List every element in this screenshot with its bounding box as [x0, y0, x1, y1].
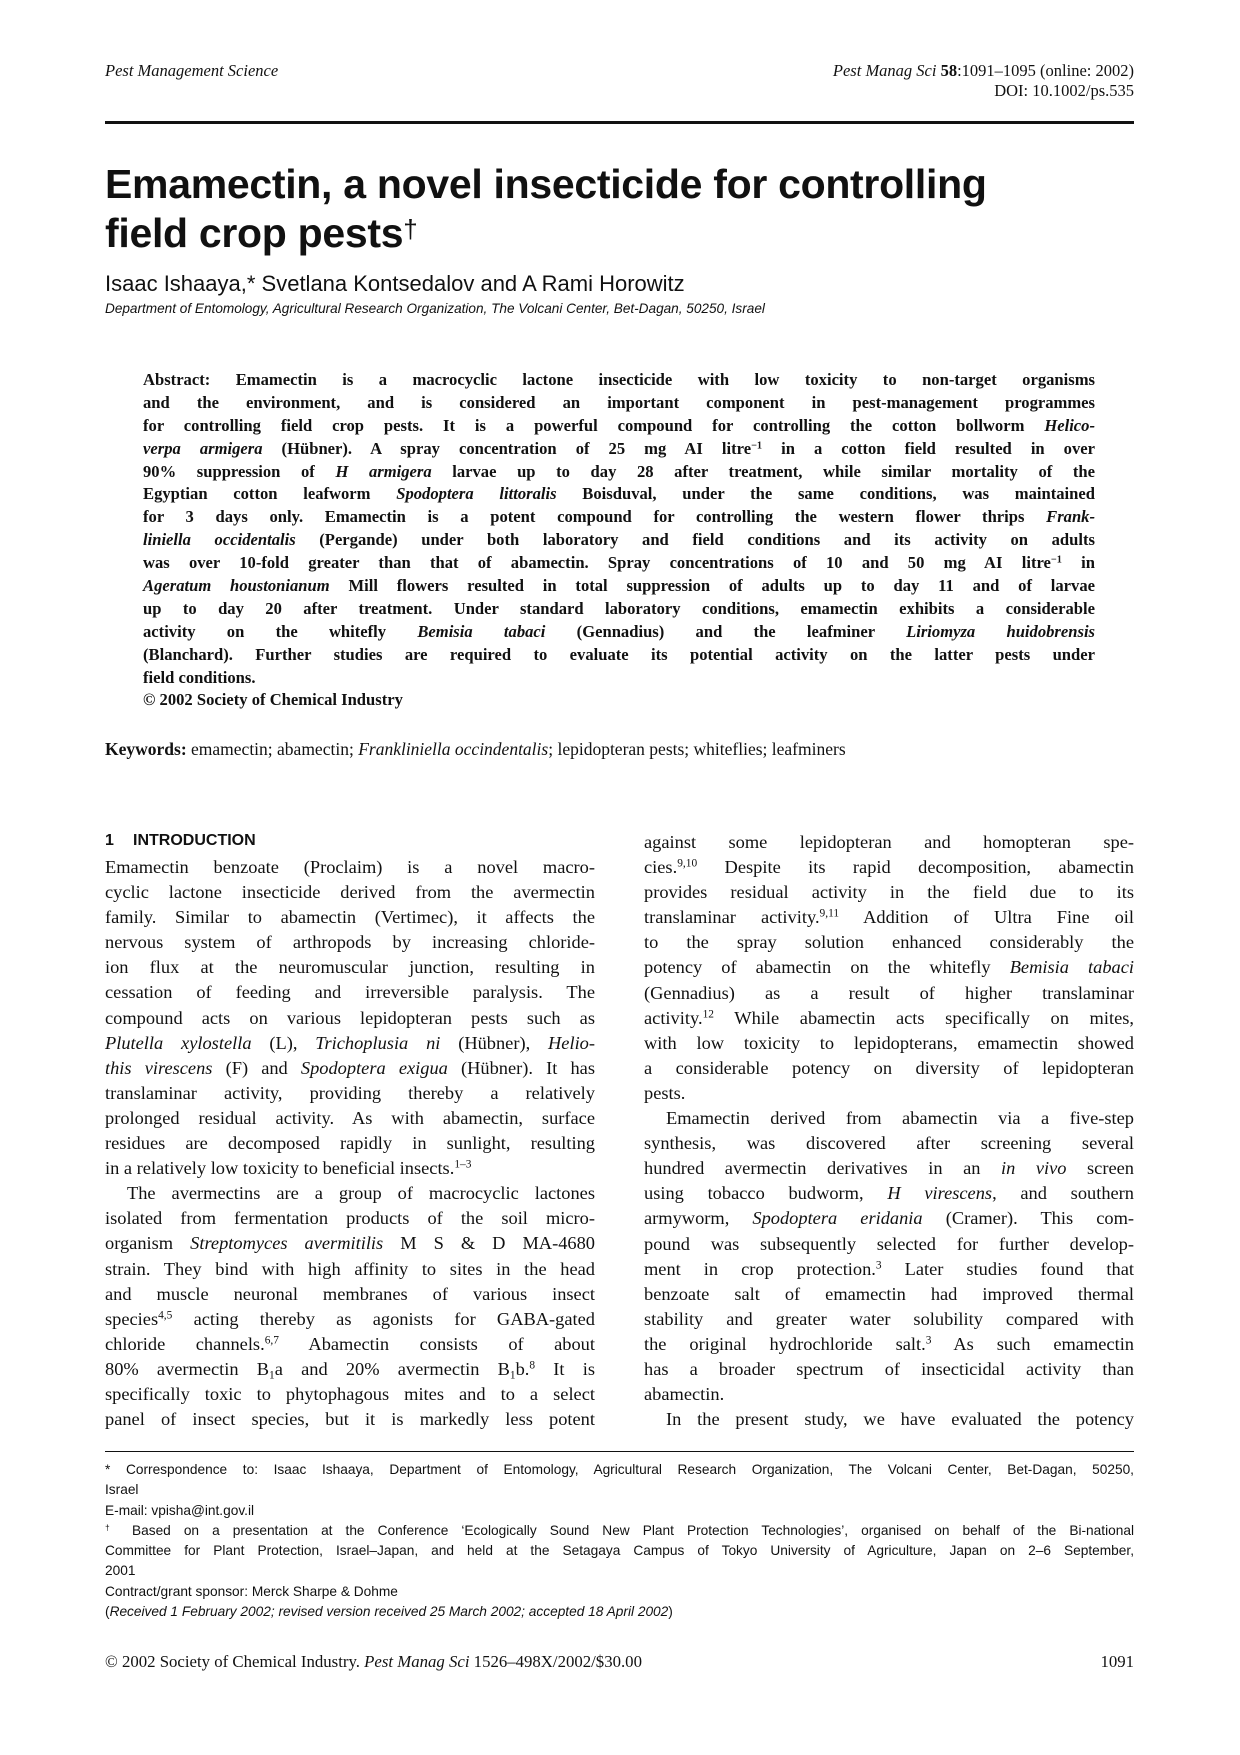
text-line	[105, 1206, 595, 1231]
text-run: strain. They bind with high affinity to sites in the head	[105, 1258, 595, 1279]
text-line	[644, 1031, 1134, 1056]
text-run: Based on a presentation at the Conference ‘Ecologically Sound New Plant Protection Technologies’, organised on behalf of the Bi-national	[118, 1522, 1135, 1538]
text-line	[105, 855, 595, 880]
text-run: It is	[535, 1358, 595, 1379]
text-line	[644, 1131, 1134, 1156]
text-run: While abamectin acts specifically on mites,	[713, 1007, 1134, 1028]
text-run: panel of insect species, but it is markedly less potent	[105, 1409, 595, 1430]
text-run: Mill flowers resulted in total suppression of adults up to day 11 and of larvae	[329, 576, 1096, 596]
text-line	[105, 1501, 1134, 1521]
text-line	[644, 880, 1134, 905]
text-run: Contract/grant sponsor: Merck Sharpe & Dohme	[105, 1583, 398, 1599]
text-run: and muscle neuronal membranes of various insect	[105, 1283, 595, 1304]
paragraph	[105, 1501, 1134, 1521]
text-run: to the spray solution enhanced considerably the	[644, 932, 1134, 953]
text-line	[105, 1081, 595, 1106]
text-run: stability and greater water solubility compared with	[644, 1308, 1134, 1329]
text-line	[644, 1282, 1134, 1307]
text-run: pound was subsequently selected for further develop-	[644, 1233, 1134, 1254]
text-run: cyclic lactone insecticide derived from the avermectin	[105, 882, 595, 903]
italic-run: Spodoptera exigua	[300, 1057, 448, 1078]
text-run: Emamectin benzoate (Proclaim) is a novel macro-	[105, 857, 595, 877]
text-run: translaminar activity, providing thereby a relatively	[105, 1082, 595, 1103]
text-run: benzoate salt of emamectin had improved thermal	[644, 1283, 1134, 1304]
superscript: 6,7	[264, 1334, 279, 1347]
italic-run: Helio-	[548, 1032, 595, 1053]
text-run: in	[1061, 553, 1095, 573]
footer-issn: 1526–498X/2002/$30.00	[469, 1652, 642, 1671]
paragraph	[644, 1407, 1134, 1432]
text-line	[105, 905, 595, 930]
footnote-rule	[105, 1451, 1134, 1452]
text-run: )	[668, 1604, 673, 1620]
text-line	[644, 1382, 1134, 1407]
superscript: †	[105, 1522, 119, 1533]
text-run: specifically toxic to phytophagous mites and to a select	[105, 1383, 595, 1404]
text-line	[105, 880, 595, 905]
text-run: with low toxicity to lepidopterans, emamectin showed	[644, 1032, 1134, 1053]
text-line	[105, 1407, 595, 1432]
text-line	[143, 483, 1095, 506]
text-run: translaminar activity.	[644, 907, 820, 928]
text-run: Addition of Ultra Fine oil	[839, 907, 1134, 928]
text-line	[143, 506, 1095, 529]
text-line	[105, 1582, 1134, 1602]
text-line	[105, 1006, 595, 1031]
italic-run: this virescens	[105, 1057, 213, 1078]
text-line	[644, 905, 1134, 930]
italic-run: verpa armigera	[143, 438, 263, 458]
text-line	[644, 1232, 1134, 1257]
text-line	[105, 1382, 595, 1407]
title-line-2	[105, 209, 1145, 258]
text-line	[105, 1231, 595, 1256]
italic-run: Trichoplusia ni	[315, 1032, 441, 1053]
text-line	[644, 1257, 1134, 1282]
text-run: Boisduval, under the same conditions, was maintained	[556, 484, 1095, 504]
text-line	[143, 529, 1095, 552]
italic-run: in vivo	[1001, 1158, 1067, 1179]
paragraph	[143, 369, 1095, 689]
text-run: the original hydrochloride salt.	[644, 1333, 926, 1354]
paragraph	[105, 855, 595, 1181]
superscript: −1	[1050, 554, 1062, 566]
text-run: up to day 20 after treatment. Under standard laboratory conditions, emamectin exhibits a considerable	[143, 598, 1095, 618]
italic-run: Liriomyza huidobrensis	[906, 621, 1096, 641]
text-line	[105, 1561, 1134, 1581]
text-run: prolonged residual activity. As with abamectin, surface	[105, 1107, 595, 1128]
superscript: 3	[925, 1334, 932, 1347]
text-line	[644, 955, 1134, 980]
text-run: Egyptian cotton leafworm	[143, 484, 397, 504]
italic-run: Received 1 February 2002; revised version received 25 March 2002; accepted 18 April 2002	[109, 1604, 669, 1620]
paragraph	[105, 1521, 1134, 1582]
text-line	[105, 1460, 1134, 1480]
text-run: synthesis, was discovered after screening several	[644, 1133, 1134, 1154]
superscript: −1	[751, 440, 763, 452]
text-run: ion flux at the neuromuscular junction, resulting in	[105, 957, 595, 978]
citation-line	[833, 61, 1134, 81]
text-run: Abamectin consists of about	[278, 1333, 595, 1354]
body-column-left	[105, 855, 595, 1432]
text-run: Emamectin derived from abamectin via a five-step	[666, 1108, 1134, 1129]
text-run: E-mail: vpisha@int.gov.il	[105, 1502, 255, 1518]
text-line	[105, 1602, 1134, 1622]
text-line	[105, 955, 595, 980]
italic-run: liniella occidentalis	[143, 530, 296, 550]
text-line	[105, 1106, 595, 1131]
text-run: screen	[1066, 1158, 1134, 1179]
title-line-1: Emamectin, a novel insecticide for controlling	[105, 161, 987, 207]
text-run: (L),	[251, 1032, 316, 1053]
text-run: a and 20% avermectin B	[274, 1358, 510, 1379]
text-run: pests.	[644, 1082, 686, 1103]
text-run: in a cotton field resulted in over	[762, 438, 1096, 458]
affiliation: Department of Entomology, Agricultural Research Organization, The Volcani Center, Bet-Dagan, 50250, Israel	[105, 301, 765, 316]
paragraph	[105, 1602, 1134, 1622]
text-run: b.	[515, 1358, 530, 1379]
text-run: (Hübner). A spray concentration of 25 mg AI litre	[262, 438, 752, 458]
running-head-citation	[833, 61, 1134, 101]
text-run: hundred avermectin derivatives in an	[644, 1158, 1001, 1179]
text-run: 90% suppression of	[143, 461, 336, 481]
text-run: 2001	[105, 1563, 136, 1579]
text-run: in a relatively low toxicity to beneficial insects.	[105, 1158, 455, 1179]
text-run: chloride channels.	[105, 1333, 265, 1354]
text-run: Israel	[105, 1482, 139, 1498]
text-run: armyworm,	[644, 1208, 753, 1229]
citation-volume: 58	[940, 61, 958, 80]
text-line	[143, 552, 1095, 575]
page-number: 1091	[1100, 1652, 1134, 1671]
text-run: (Cramer). This com-	[922, 1208, 1135, 1229]
text-line	[105, 1056, 595, 1081]
text-run: against some lepidopteran and homopteran spe-	[644, 832, 1134, 852]
text-line	[105, 1307, 595, 1332]
text-line	[143, 621, 1095, 644]
text-line	[143, 438, 1095, 461]
text-run: (Blanchard). Further studies are required to evaluate its potential activity on the latter pests under	[143, 644, 1095, 664]
text-run: Abstract: Emamectin is a macrocyclic lactone insecticide with low toxicity to non-target organisms	[143, 370, 1095, 389]
text-line	[644, 1156, 1134, 1181]
italic-run: Plutella xylostella	[105, 1032, 252, 1053]
title-text: field crop pests	[105, 210, 404, 256]
citation-pages: :1091–1095 (online: 2002)	[957, 61, 1134, 80]
text-run: larvae up to day 28 after treatment, while similar mortality of the	[431, 461, 1095, 481]
text-run: Committee for Plant Protection, Israel–Japan, and held at the Setagaya Campus of Tokyo University of Agriculture, Japan on 2–6 September,	[105, 1543, 1134, 1559]
superscript: 1–3	[454, 1158, 472, 1171]
text-run: Later studies found that	[881, 1258, 1134, 1279]
footnotes	[105, 1460, 1134, 1622]
text-run: (	[105, 1604, 110, 1620]
text-run: field conditions.	[143, 667, 256, 687]
text-run: M S & D MA-4680	[383, 1233, 595, 1254]
text-run: compound acts on various lepidopteran pests such as	[105, 1007, 595, 1028]
footer-journal: Pest Manag Sci	[364, 1652, 470, 1671]
body-column-right	[644, 830, 1134, 1432]
text-run: (Hübner). It has	[447, 1057, 595, 1078]
paragraph	[644, 1106, 1134, 1407]
text-run: , and southern	[992, 1183, 1134, 1204]
italic-run: H virescens	[887, 1183, 993, 1204]
running-head-journal: Pest Management Science	[105, 61, 279, 80]
italic-run: H armigera	[335, 461, 432, 481]
text-line	[105, 980, 595, 1005]
text-run: (Gennadius) and the leafminer	[545, 621, 907, 641]
text-run: activity.	[644, 1007, 703, 1028]
text-line	[143, 575, 1095, 598]
text-line	[143, 667, 1095, 690]
subscript: 1	[509, 1369, 516, 1382]
text-line	[105, 1521, 1134, 1541]
text-line	[105, 1131, 595, 1156]
italic-run: Bemisia tabaci	[417, 621, 546, 641]
superscript: 12	[702, 1008, 714, 1021]
keywords-list	[187, 739, 846, 759]
text-line	[644, 855, 1134, 880]
text-run: activity on the whitefly	[143, 621, 418, 641]
text-run: nervous system of arthropods by increasing chloride-	[105, 932, 595, 953]
text-line	[644, 930, 1134, 955]
text-run: provides residual activity in the field due to its	[644, 882, 1134, 903]
page-footer	[105, 1652, 1134, 1672]
text-line	[143, 369, 1095, 392]
keywords	[105, 739, 846, 760]
text-run: 80% avermectin B	[105, 1358, 270, 1379]
text-line	[105, 1181, 595, 1206]
header-rule	[105, 121, 1134, 124]
text-line	[143, 392, 1095, 415]
text-line	[105, 1357, 595, 1382]
text-line	[644, 1332, 1134, 1357]
superscript: 9,11	[819, 908, 840, 921]
paragraph	[105, 1460, 1134, 1501]
text-line	[644, 1206, 1134, 1231]
superscript: 8	[529, 1359, 536, 1372]
superscript: 9,10	[677, 857, 698, 870]
superscript: 4,5	[158, 1309, 173, 1322]
text-line	[644, 1081, 1134, 1106]
text-line	[105, 1156, 595, 1181]
text-run: for controlling field crop pests. It is a powerful compound for controlling the cotton bollworm	[143, 415, 1045, 435]
text-line	[105, 1257, 595, 1282]
superscript: 3	[875, 1259, 882, 1272]
text-run: potency of abamectin on the whitefly	[644, 957, 1010, 978]
text-run: (Pergande) under both laboratory and field conditions and its activity on adults	[295, 530, 1095, 550]
text-run: residues are decomposed rapidly in sunlight, resulting	[105, 1133, 595, 1154]
citation-journal: Pest Manag Sci	[832, 61, 937, 80]
footer-copyright: © 2002 Society of Chemical Industry.	[105, 1652, 365, 1671]
italic-run: Ageratum houstonianum	[143, 576, 330, 596]
abstract-copyright: © 2002 Society of Chemical Industry	[143, 690, 403, 710]
text-run: * Correspondence to: Isaac Ishaaya, Department of Entomology, Agricultural Research Organization, The Volcani Center, Bet-Dagan, 50250,	[105, 1462, 1134, 1477]
text-run: for 3 days only. Emamectin is a potent compound for controlling the western flower thrips	[143, 507, 1047, 527]
doi: DOI: 10.1002/ps.535	[994, 81, 1134, 100]
text-line	[644, 1106, 1134, 1131]
section-number: 1	[105, 832, 114, 849]
text-run: cessation of feeding and irreversible paralysis. The	[105, 982, 595, 1003]
text-line	[105, 1332, 595, 1357]
text-line	[644, 1181, 1134, 1206]
text-run: abamectin.	[644, 1384, 725, 1405]
text-run: emamectin; abamectin;	[186, 739, 359, 759]
text-run: ment in crop protection.	[644, 1258, 876, 1279]
text-run: As such emamectin	[931, 1333, 1134, 1354]
abstract-body	[143, 369, 1095, 689]
text-run: organism	[105, 1233, 191, 1254]
title-footnote-mark: †	[403, 214, 418, 244]
italic-run: Streptomyces avermitilis	[190, 1233, 384, 1254]
text-line	[143, 461, 1095, 484]
text-run: using tobacco budworm,	[644, 1183, 888, 1204]
text-run: acting thereby as agonists for GABA-gated	[172, 1308, 595, 1329]
text-line	[644, 1006, 1134, 1031]
text-line	[644, 830, 1134, 855]
authors: Isaac Ishaaya,* Svetlana Kontsedalov and A Rami Horowitz	[105, 271, 685, 296]
text-run: family. Similar to abamectin (Vertimec), it affects the	[105, 907, 595, 928]
text-run: species	[105, 1308, 159, 1329]
text-line	[644, 981, 1134, 1006]
text-line	[105, 930, 595, 955]
text-run: In the present study, we have evaluated the potency	[666, 1409, 1134, 1430]
text-line	[105, 1031, 595, 1056]
text-line	[143, 415, 1095, 438]
text-run: (Hübner),	[440, 1032, 549, 1053]
paragraph	[105, 1582, 1134, 1602]
text-run: has a broader spectrum of insecticidal activity than	[644, 1358, 1134, 1379]
text-line	[644, 1357, 1134, 1382]
text-run: Despite its rapid decomposition, abamectin	[697, 857, 1134, 878]
text-line	[105, 1480, 1134, 1500]
text-run: The avermectins are a group of macrocyclic lactones	[127, 1183, 595, 1204]
italic-run: Bemisia tabaci	[1009, 957, 1134, 978]
text-run: and the environment, and is considered an important component in pest-management programmes	[143, 392, 1095, 412]
abstract	[143, 369, 1095, 712]
text-run: a considerable potency on diversity of lepidopteran	[644, 1057, 1134, 1078]
text-run: ; lepidopteran pests; whiteflies; leafminers	[548, 739, 846, 759]
italic-run: Spodoptera eridania	[752, 1208, 923, 1229]
italic-run: Helico-	[1044, 415, 1095, 435]
paragraph	[644, 830, 1134, 1106]
text-line	[105, 1541, 1134, 1561]
section-title: INTRODUCTION	[133, 832, 256, 849]
section-heading	[105, 832, 256, 850]
text-line	[143, 598, 1095, 621]
text-run: cies.	[644, 857, 678, 878]
text-line	[644, 1056, 1134, 1081]
keywords-label: Keywords:	[105, 739, 187, 759]
text-line	[644, 1407, 1134, 1432]
subscript: 1	[269, 1369, 275, 1382]
text-run: isolated from fermentation products of the soil micro-	[105, 1208, 595, 1229]
italic-run: Spodoptera littoralis	[396, 484, 557, 504]
article-title	[105, 160, 1145, 258]
italic-run: Frankliniella occindentalis	[358, 739, 549, 759]
paragraph	[105, 1181, 595, 1432]
text-line	[143, 644, 1095, 667]
text-run: (F) and	[212, 1057, 301, 1078]
text-line	[644, 1307, 1134, 1332]
text-run: was over 10-fold greater than that of abamectin. Spray concentrations of 10 and 50 mg AI litre	[143, 553, 1051, 573]
text-line	[105, 1282, 595, 1307]
italic-run: Frank-	[1046, 507, 1095, 527]
text-run: (Gennadius) as a result of higher translaminar	[644, 982, 1134, 1003]
